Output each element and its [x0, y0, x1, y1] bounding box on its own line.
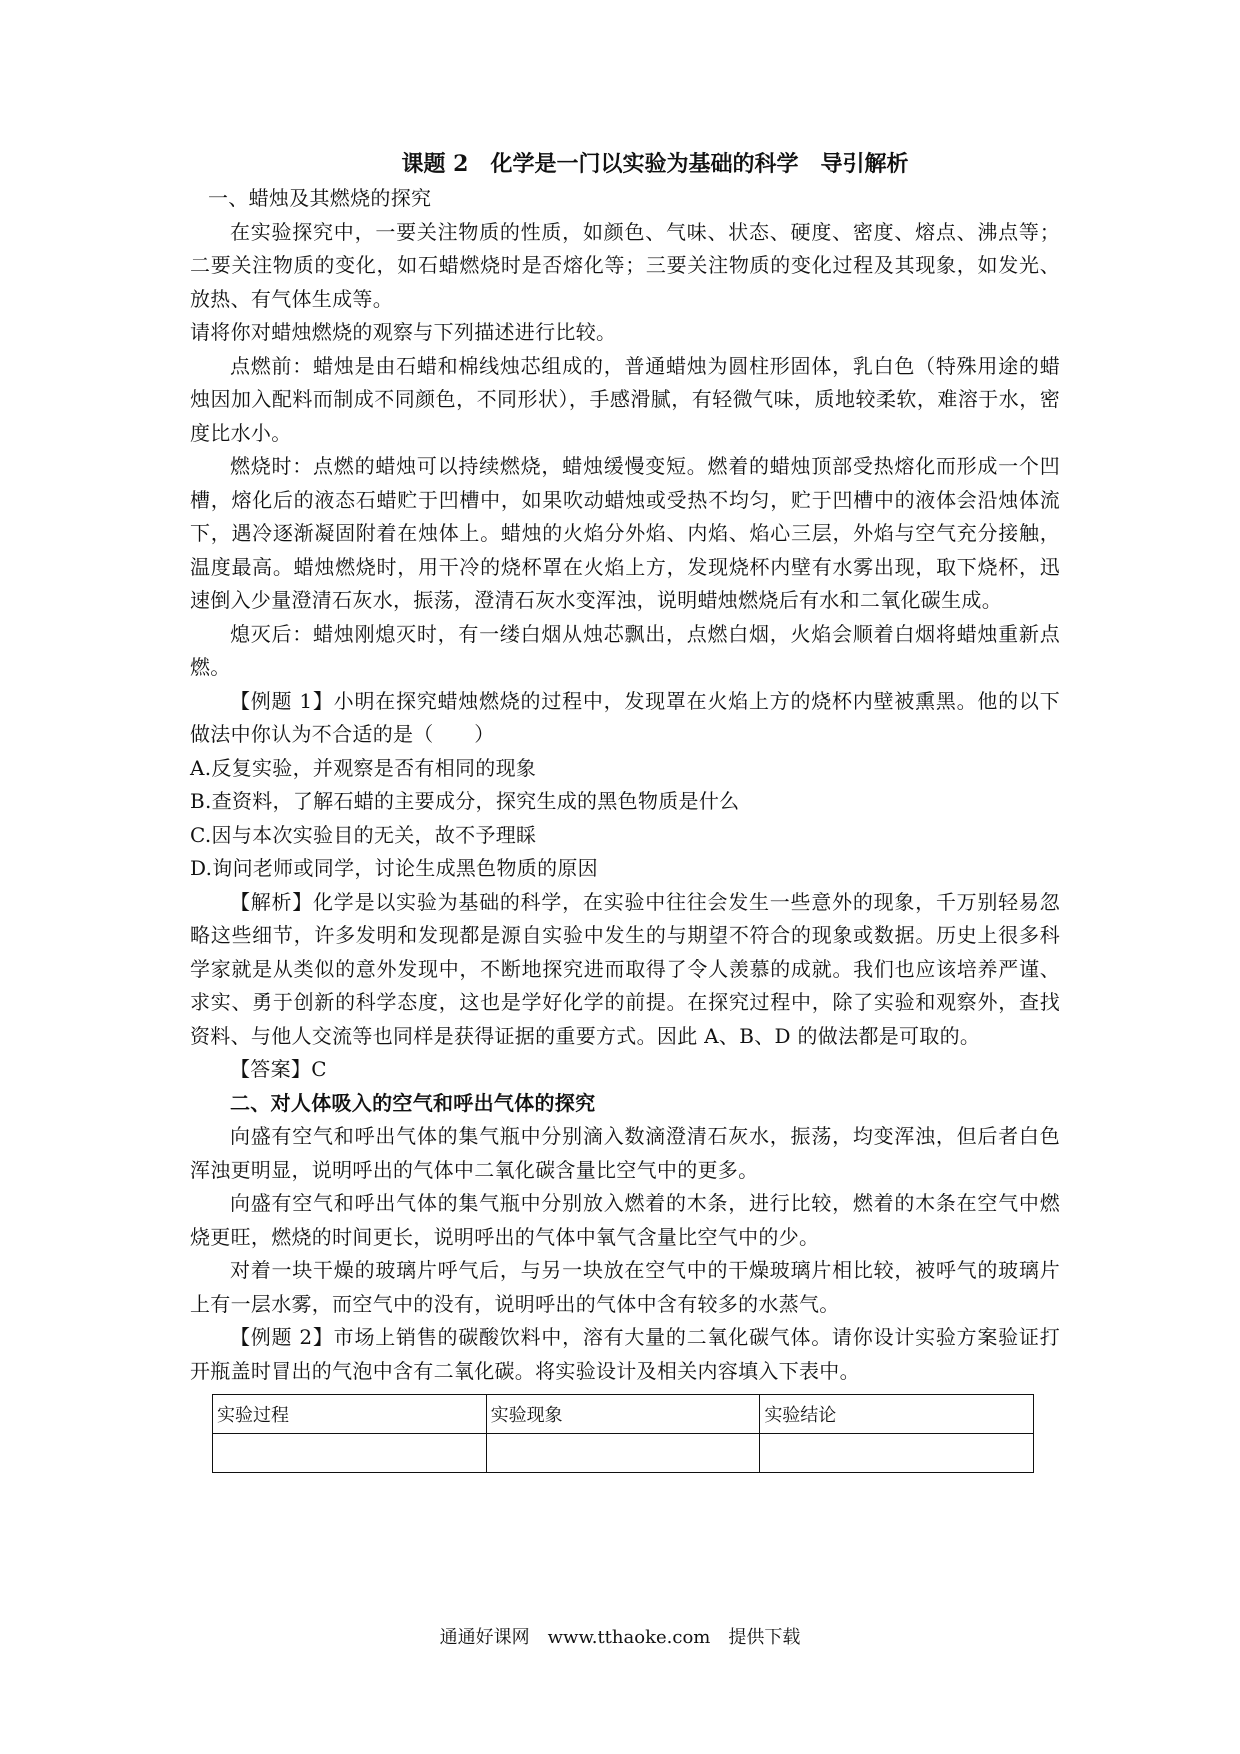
example1-option-c: C.因与本次实验目的无关，故不予理睬 [190, 822, 537, 847]
document-body [190, 148, 1060, 1473]
table-header-phenomenon: 实验现象 [486, 1395, 760, 1434]
section2-paragraph-2: 向盛有空气和呼出气体的集气瓶中分别放入燃着的木条，进行比较，燃着的木条在空气中燃烧更旺，燃烧的时间更长，说明呼出的气体中氧气含量比空气中的少。 [190, 1191, 1060, 1249]
document-title: 课题 2 化学是一门以实验为基础的科学 导引解析 [401, 151, 909, 177]
table-cell-phenomenon [486, 1434, 760, 1473]
example1-option-b: B.查资料，了解石蜡的主要成分，探究生成的黑色物质是什么 [190, 789, 740, 813]
example1-analysis: 【解析】化学是以实验为基础的科学，在实验中往往会发生一些意外的现象，千万别轻易忽略这些细节，许多发明和发现都是源自实验中发生的与期望不符合的现象或数据。历史上很多科学家就是从类似的意外发现中，不断地探究进而取得了令人羡慕的成就。我们也应该培养严谨、求实、勇于创新的科学态度，这也是学好化学的前提。在探究过程中，除了实验和观察外，查找资料、与他人交流等也同样是获得证据的重要方式。因此 A、B、D 的做法都是可取的。 [190, 889, 1060, 1048]
example1-answer: 【答案】C [230, 1057, 327, 1081]
table-header-process: 实验过程 [213, 1395, 487, 1434]
section1-after: 熄灭后：蜡烛刚熄灭时，有一缕白烟从烛芯飘出，点燃白烟，火焰会顺着白烟将蜡烛重新点燃。 [190, 621, 1060, 679]
table-cell-process [213, 1434, 487, 1473]
section2-heading: 二、对人体吸入的空气和呼出气体的探究 [230, 1090, 596, 1115]
table-header-row [213, 1395, 1034, 1434]
table-header-conclusion: 实验结论 [760, 1395, 1034, 1434]
section1-compare: 请将你对蜡烛燃烧的观察与下列描述进行比较。 [190, 320, 617, 344]
experiment-table [212, 1394, 1034, 1473]
table-row [213, 1434, 1034, 1473]
section1-before: 点燃前：蜡烛是由石蜡和棉线烛芯组成的，普通蜡烛为圆柱形固体，乳白色（特殊用途的蜡烛因加入配料而制成不同颜色，不同形状），手感滑腻，有轻微气味，质地较柔软，难溶于水，密度比水小。 [190, 353, 1060, 445]
section1-heading: 一、蜡烛及其燃烧的探究 [208, 186, 432, 210]
section1-intro: 在实验探究中，一要关注物质的性质，如颜色、气味、状态、硬度、密度、熔点、沸点等；二要关注物质的变化，如石蜡燃烧时是否熔化等；三要关注物质的变化过程及其现象，如发光、放热、有气体生成等。 [190, 219, 1060, 311]
page-footer: 通通好课网 www.tthaoke.com 提供下载 [439, 1627, 801, 1648]
section2-paragraph-1: 向盛有空气和呼出气体的集气瓶中分别滴入数滴澄清石灰水，振荡，均变浑浊，但后者白色浑浊更明显，说明呼出的气体中二氧化碳含量比空气中的更多。 [190, 1124, 1060, 1182]
example1-question: 【例题 1】小明在探究蜡烛燃烧的过程中，发现罩在火焰上方的烧杯内壁被熏黑。他的以下做法中你认为不合适的是（ ） [190, 688, 1060, 746]
table-cell-conclusion [760, 1434, 1034, 1473]
section2-paragraph-3: 对着一块干燥的玻璃片呼气后，与另一块放在空气中的干燥玻璃片相比较，被呼气的玻璃片上有一层水雾，而空气中的没有，说明呼出的气体中含有较多的水蒸气。 [190, 1258, 1060, 1316]
example1-option-a: A.反复实验，并观察是否有相同的现象 [190, 755, 537, 780]
section1-during: 燃烧时：点燃的蜡烛可以持续燃烧，蜡烛缓慢变短。燃着的蜡烛顶部受热熔化而形成一个凹槽，熔化后的液态石蜡贮于凹槽中，如果吹动蜡烛或受热不均匀，贮于凹槽中的液体会沿烛体流下，遇冷逐渐凝固附着在烛体上。蜡烛的火焰分外焰、内焰、焰心三层，外焰与空气充分接触，温度最高。蜡烛燃烧时，用干冷的烧杯罩在火焰上方，发现烧杯内壁有水雾出现，取下烧杯，迅速倒入少量澄清石灰水，振荡，澄清石灰水变浑浊，说明蜡烛燃烧后有水和二氧化碳生成。 [190, 454, 1060, 612]
example1-option-d: D.询问老师或同学，讨论生成黑色物质的原因 [190, 856, 598, 880]
example2-question: 【例题 2】市场上销售的碳酸饮料中，溶有大量的二氧化碳气体。请你设计实验方案验证打开瓶盖时冒出的气泡中含有二氧化碳。将实验设计及相关内容填入下表中。 [190, 1325, 1060, 1383]
